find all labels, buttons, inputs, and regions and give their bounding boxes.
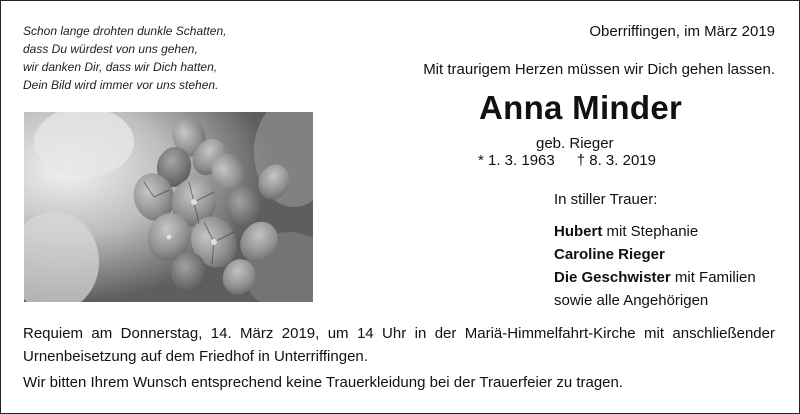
poem	[23, 22, 226, 94]
requiem-info: Requiem am Donnerstag, 14. März 2019, um 14 Uhr in der Mariä-Himmelfahrt-Kirche mit anschließender Urnenbeisetzung auf dem Friedhof in Unterriffingen.	[23, 325, 775, 365]
mourner-line	[554, 289, 756, 312]
footer-text	[23, 322, 775, 394]
mourner-suffix: sowie alle Angehörigen	[554, 292, 709, 309]
poem-line: Schon lange drohten dunkle Schatten,	[23, 24, 227, 38]
poem-line: dass Du würdest von uns gehen,	[23, 42, 198, 56]
flower-photo	[24, 112, 313, 302]
mourner-name: Die Geschwister	[554, 269, 671, 286]
mourner-suffix: mit Stephanie	[602, 223, 699, 240]
mourner-line	[554, 243, 756, 266]
life-dates	[478, 152, 656, 169]
deceased-name: Anna Minder	[479, 89, 683, 126]
mourner-line	[554, 266, 756, 289]
mourning-label: In stiller Trauer:	[554, 191, 658, 208]
mourner-suffix: mit Familien	[670, 269, 756, 286]
intro-text: Mit traurigem Herzen müssen wir Dich gehen lassen.	[423, 61, 775, 78]
mourners-list	[554, 220, 756, 312]
poem-line: Dein Bild wird immer vor uns stehen.	[23, 78, 219, 92]
born-name: geb. Rieger	[536, 135, 614, 152]
mourner-name: Hubert	[554, 223, 603, 240]
poem-line: wir danken Dir, dass wir Dich hatten,	[23, 60, 218, 74]
death-date: † 8. 3. 2019	[576, 152, 656, 169]
mourner-name: Caroline Rieger	[554, 246, 665, 263]
mourner-line	[554, 220, 756, 243]
birth-date: * 1. 3. 1963	[478, 152, 555, 169]
dress-note: Wir bitten Ihrem Wunsch entsprechend keine Trauerkleidung bei der Trauerfeier zu tragen.	[23, 374, 624, 391]
place-date: Oberriffingen, im März 2019	[589, 23, 775, 40]
